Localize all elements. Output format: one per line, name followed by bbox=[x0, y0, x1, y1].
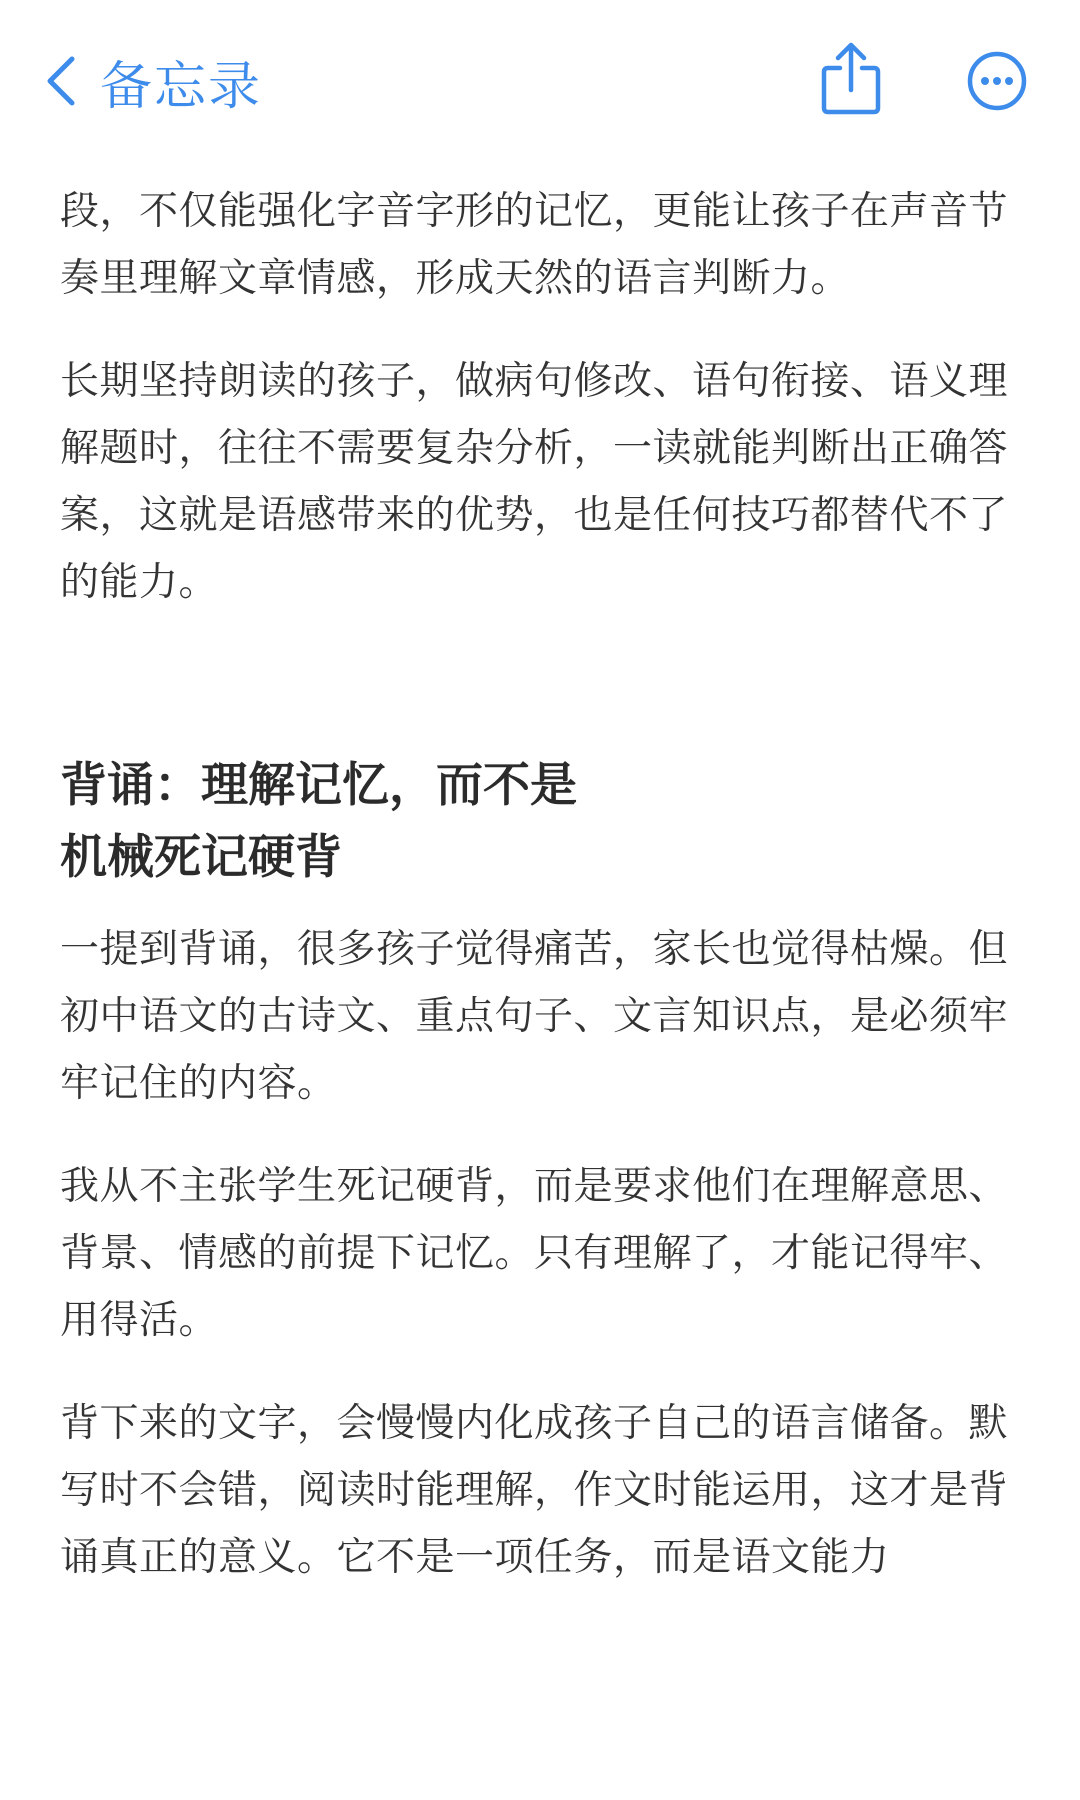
more-options-icon bbox=[966, 50, 1028, 112]
note-body[interactable] bbox=[60, 178, 1032, 1627]
back-button-label: 备忘录 bbox=[100, 56, 263, 117]
back-button[interactable] bbox=[44, 46, 262, 116]
note-paragraph: 长期坚持朗读的孩子，做病句修改、语句衔接、语义理解题时，往往不需要复杂分析，一读就能判断出正确答案，这就是语感带来的优势，也是任何技巧都替代不了的能力。 bbox=[60, 359, 1009, 605]
share-button[interactable] bbox=[818, 40, 884, 116]
navigation-bar bbox=[0, 0, 1080, 160]
note-paragraph: 背下来的文字，会慢慢内化成孩子自己的语言储备。默写时不会错，阅读时能理解，作文时能运用，这才是背诵真正的意义。它不是一项任务，而是语文能力 bbox=[60, 1401, 1009, 1580]
chevron-left-icon bbox=[44, 55, 78, 107]
more-options-button[interactable] bbox=[966, 50, 1028, 112]
note-section-heading: 背诵：理解记忆，而不是机械死记硬背 bbox=[60, 758, 577, 885]
note-paragraph: 一提到背诵，很多孩子觉得痛苦，家长也觉得枯燥。但初中语文的古诗文、重点句子、文言知识点，是必须牢牢记住的内容。 bbox=[60, 927, 1009, 1106]
note-paragraph: 段，不仅能强化字音字形的记忆，更能让孩子在声音节奏里理解文章情感，形成天然的语言判断力。 bbox=[60, 189, 1009, 301]
note-paragraph: 我从不主张学生死记硬背，而是要求他们在理解意思、背景、情感的前提下记忆。只有理解了，才能记得牢、用得活。 bbox=[60, 1164, 1009, 1343]
share-icon bbox=[818, 40, 884, 116]
